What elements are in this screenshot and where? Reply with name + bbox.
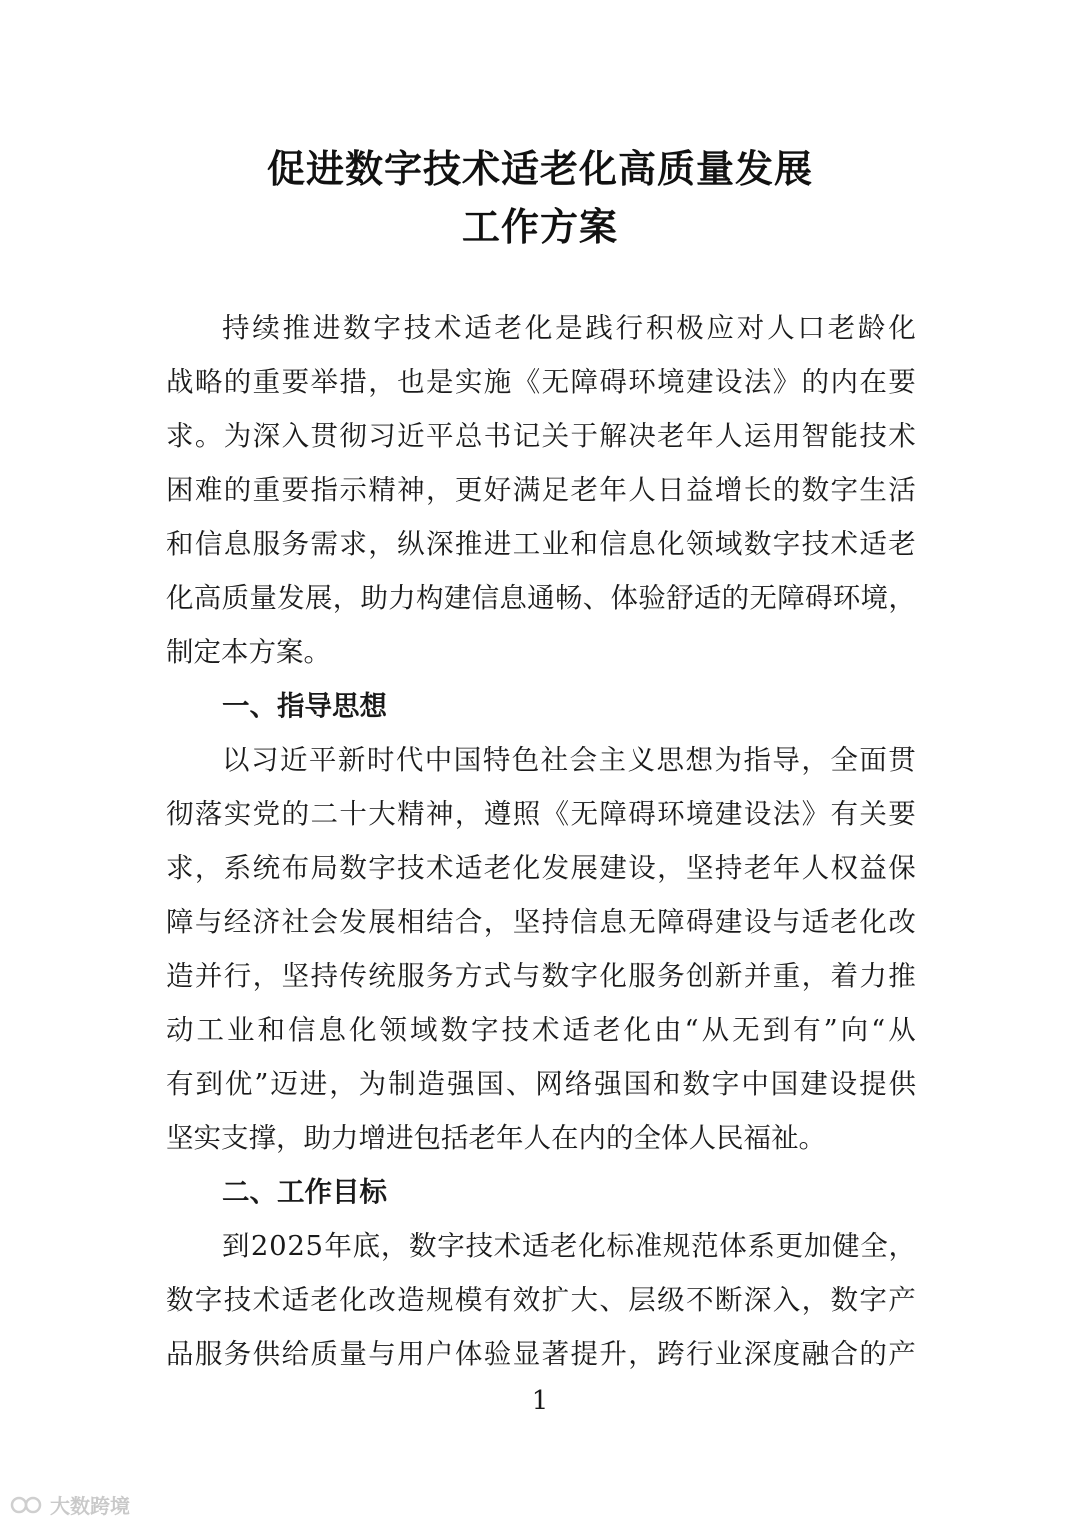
paragraph-line: 和 信 息 服 务 需 求 ， 纵 深 推 进 工 业 和 信 息 化 领 域 数 字 技 术 适 老 [166, 528, 916, 560]
paragraph-line: 造 并 行 ， 坚 持 传 统 服 务 方 式 与 数 字 化 服 务 创 新 并 重 ， 着 力 推 [166, 960, 916, 992]
watermark [10, 1490, 130, 1519]
section-heading: 二、工作目标 [222, 1176, 387, 1208]
paragraph-line: 求 。 为 深 入 贯 彻 习 近 平 总 书 记 关 于 解 决 老 年 人 运 用 智 能 技 术 [166, 420, 916, 452]
paragraph-line: 障 与 经 济 社 会 发 展 相 结 合 ， 坚 持 信 息 无 障 碍 建 设 与 适 老 化 改 [166, 906, 916, 938]
paragraph-line: 战 略 的 重 要 举 措 ， 也 是 实 施 《 无 障 碍 环 境 建 设 法 》 的 内 在 要 [166, 366, 916, 398]
paragraph-line: 困 难 的 重 要 指 示 精 神 ， 更 好 满 足 老 年 人 日 益 增 长 的 数 字 生 活 [166, 474, 916, 506]
page-number: 1 [531, 1386, 549, 1416]
paragraph-line: 持 续 推 进 数 字 技 术 适 老 化 是 践 行 积 极 应 对 人 口 老 龄 化 [222, 312, 916, 344]
paragraph-line [166, 632, 916, 672]
paragraph-line: 化 高 质 量 发 展 ， 助 力 构 建 信 息 通 畅 、 体 验 舒 适 的 无 障 碍 环 境 ， [166, 582, 916, 614]
paragraph-line: 有 到 优 ” 迈 进 ， 为 制 造 强 国 、 网 络 强 国 和 数 字 中 国 建 设 提 供 [166, 1068, 916, 1100]
text-line: 坚实支撑，助力增进包括老年人在内的全体人民福祉。 [166, 1122, 826, 1154]
watermark-text: 大数跨境 [50, 1494, 130, 1518]
paragraph-line: 数 字 技 术 适 老 化 改 造 规 模 有 效 扩 大 、 层 级 不 断 深 入 ， 数 字 产 [166, 1284, 916, 1316]
paragraph-line: 到 2 0 2 5 年 底 ， 数 字 技 术 适 老 化 标 准 规 范 体 系 更 加 健 全 ， [222, 1230, 916, 1262]
section-heading: 一、指导思想 [222, 690, 387, 722]
paragraph-line: 彻 落 实 党 的 二 十 大 精 神 ， 遵 照 《 无 障 碍 环 境 建 设 法 》 有 关 要 [166, 798, 916, 830]
paragraph-line [166, 1118, 916, 1158]
paragraph-line: 动 工 业 和 信 息 化 领 域 数 字 技 术 适 老 化 由 “ 从 无 到 有 ” 向 “ 从 [166, 1014, 916, 1046]
document-title-line-1: 促进数字技术适老化高质量发展 [266, 147, 813, 191]
paragraph-line: 求 ， 系 统 布 局 数 字 技 术 适 老 化 发 展 建 设 ， 坚 持 老 年 人 权 益 保 [166, 852, 916, 884]
paragraph-line: 品 服 务 供 给 质 量 与 用 户 体 验 显 著 提 升 ， 跨 行 业 深 度 融 合 的 产 [166, 1338, 916, 1370]
watermark-logo-icon [10, 1494, 44, 1516]
document-title-line-2: 工作方案 [461, 205, 618, 249]
text-line: 制定本方案。 [166, 636, 331, 668]
paragraph-line: 以 习 近 平 新 时 代 中 国 特 色 社 会 主 义 思 想 为 指 导 ， 全 面 贯 [222, 744, 916, 776]
